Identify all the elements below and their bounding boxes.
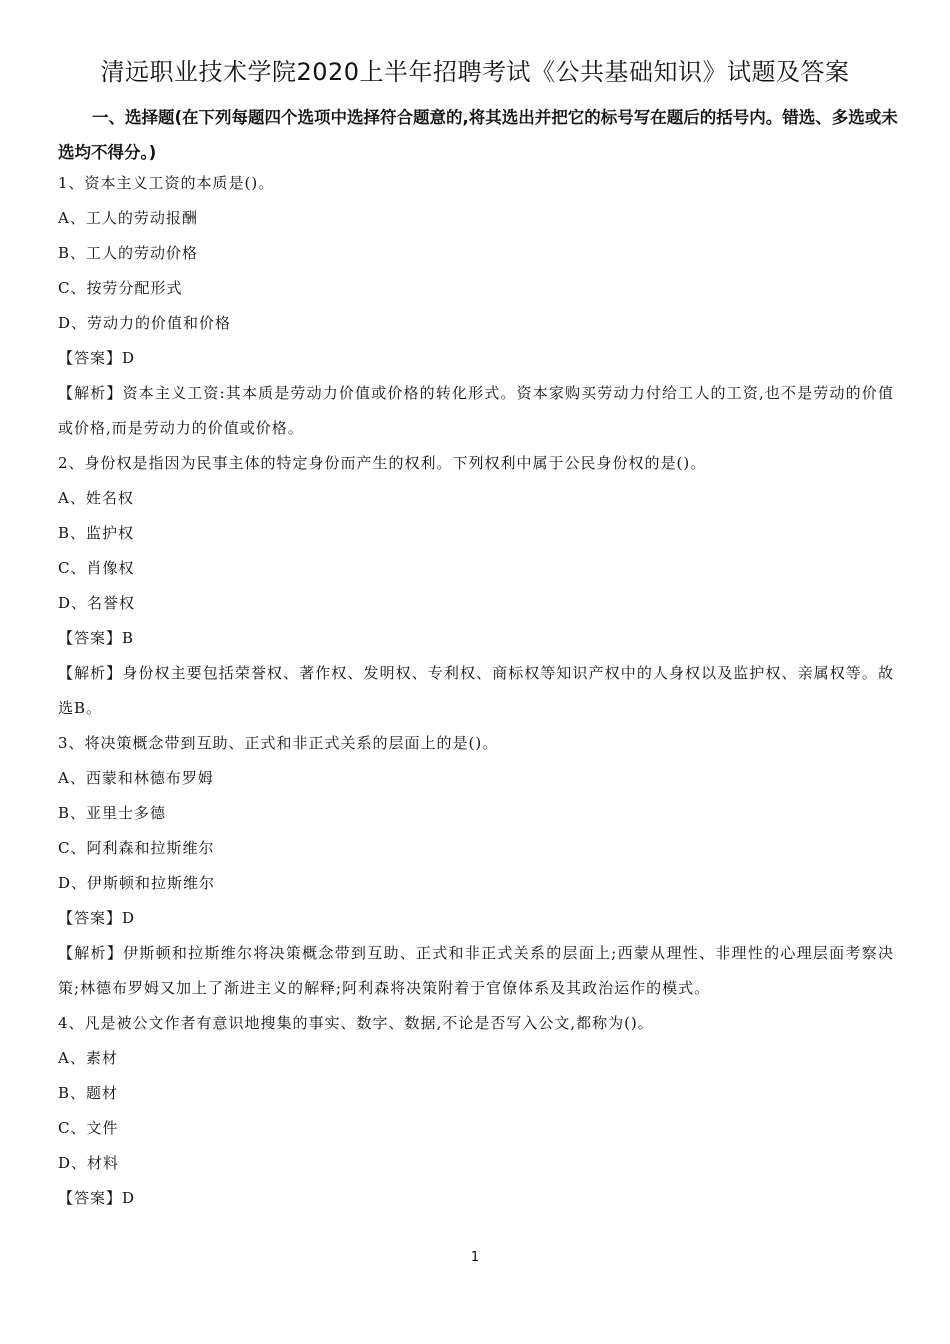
question-stem: 1、资本主义工资的本质是()。 xyxy=(58,174,275,192)
option-c: C、肖像权 xyxy=(58,559,135,577)
analysis: 【解析】资本主义工资:其本质是劳动力价值或价格的转化形式。资本家购买劳动力付给工人的工资,也不是劳动的价值或价格,而是劳动力的价值或价格。 xyxy=(58,384,894,437)
option-c: C、阿利森和拉斯维尔 xyxy=(58,839,215,857)
question-stem: 3、将决策概念带到互助、正式和非正式关系的层面上的是()。 xyxy=(58,734,499,752)
option-d: D、名誉权 xyxy=(58,594,136,612)
page-number: 1 xyxy=(470,1250,480,1265)
option-b: B、监护权 xyxy=(58,524,135,542)
answer: 【答案】D xyxy=(58,909,136,927)
option-d: D、材料 xyxy=(58,1154,120,1172)
option-b: B、亚里士多德 xyxy=(58,804,167,822)
option-c: C、按劳分配形式 xyxy=(58,279,183,297)
answer: 【答案】D xyxy=(58,349,136,367)
option-a: A、素材 xyxy=(58,1049,118,1067)
answer: 【答案】D xyxy=(58,1189,136,1207)
document-title: 清远职业技术学院2020上半年招聘考试《公共基础知识》试题及答案 xyxy=(100,58,850,86)
question-stem: 2、身份权是指因为民事主体的特定身份而产生的权利。下列权利中属于公民身份权的是()。 xyxy=(58,454,707,472)
analysis: 【解析】身份权主要包括荣誉权、著作权、发明权、专利权、商标权等知识产权中的人身权以及监护权、亲属权等。故选B。 xyxy=(58,664,894,717)
option-b: B、工人的劳动价格 xyxy=(58,244,199,262)
document-body xyxy=(58,166,894,1216)
option-a: A、姓名权 xyxy=(58,489,134,507)
answer: 【答案】B xyxy=(58,629,135,647)
section-heading: 一、选择题(在下列每题四个选项中选择符合题意的,将其选出并把它的标号写在题后的括号内。错选、多选或未选均不得分。) xyxy=(58,108,898,162)
option-b: B、题材 xyxy=(58,1084,119,1102)
option-d: D、伊斯顿和拉斯维尔 xyxy=(58,874,216,892)
option-a: A、工人的劳动报酬 xyxy=(58,209,198,227)
question-stem: 4、凡是被公文作者有意识地搜集的事实、数字、数据,不论是否写入公文,都称为()。 xyxy=(58,1014,654,1032)
analysis: 【解析】伊斯顿和拉斯维尔将决策概念带到互助、正式和非正式关系的层面上;西蒙从理性、非理性的心理层面考察决策;林德布罗姆又加上了渐进主义的解释;阿利森将决策附着于官僚体系及其政治运作的模式。 xyxy=(58,944,894,997)
option-a: A、西蒙和林德布罗姆 xyxy=(58,769,214,787)
option-c: C、文件 xyxy=(58,1119,119,1137)
option-d: D、劳动力的价值和价格 xyxy=(58,314,232,332)
